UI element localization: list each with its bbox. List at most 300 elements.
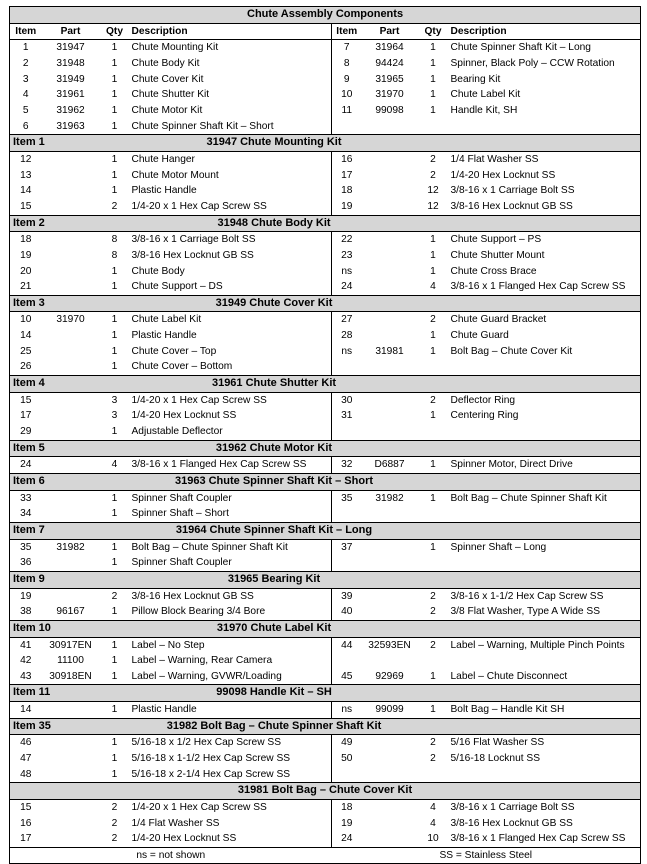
item-number-left: 47: [20, 752, 32, 764]
part-number-right: [362, 328, 418, 344]
part-number-right: [362, 506, 418, 522]
description-right: Chute Guard Bracket: [450, 314, 547, 326]
description-right: Bolt Bag – Handle Kit SH: [450, 703, 565, 715]
item-number-left: 15: [20, 200, 32, 212]
item-number-right: [332, 506, 362, 522]
part-number-right: [362, 588, 418, 604]
part-number-left: [42, 199, 100, 215]
section-header-row: [10, 620, 641, 637]
description-left: Chute Cover – Bottom: [130, 359, 332, 375]
quantity-left: 2: [111, 590, 118, 602]
quantity-left: 1: [111, 120, 118, 132]
description-right: 1/4 Flat Washer SS: [450, 153, 539, 165]
part-number-right: [362, 408, 418, 424]
section-item-label: Item 5: [10, 440, 100, 457]
section-title: 99098 Handle Kit – SH: [100, 685, 449, 702]
quantity-right: 4: [430, 801, 436, 813]
part-number-right: [362, 264, 418, 280]
part-number-left: [42, 248, 100, 264]
section-title: 31949 Chute Cover Kit: [100, 295, 449, 312]
item-number-right: 24: [341, 281, 353, 293]
quantity-right: 1: [430, 459, 436, 471]
section-header-row: [10, 718, 641, 735]
description-left: Chute Shutter Kit: [130, 87, 332, 103]
quantity-left: 3: [111, 410, 118, 422]
part-number-left: [42, 555, 100, 571]
quantity-left: 1: [111, 670, 118, 682]
item-number-right: 18: [341, 185, 353, 197]
part-number-left: [42, 588, 100, 604]
item-number-right: [332, 359, 362, 375]
quantity-right: [418, 424, 449, 440]
description-right: Bolt Bag – Chute Spinner Shaft Kit: [450, 492, 607, 504]
section-item-label: Item 11: [10, 685, 100, 702]
quantity-left: 2: [111, 817, 118, 829]
table-row: [10, 40, 641, 56]
description-left: Spinner Shaft Coupler: [130, 555, 332, 571]
section-header-row: [10, 135, 641, 152]
part-number-left: [42, 751, 100, 767]
part-number-right: [362, 232, 418, 248]
section-header-row: [10, 571, 641, 588]
part-number-right: 94424: [375, 57, 404, 69]
part-number-right: [362, 816, 418, 832]
description-left: 1/4-20 x 1 Hex Cap Screw SS: [130, 799, 332, 815]
part-number-right: 31970: [375, 89, 404, 101]
part-number-right: [362, 735, 418, 751]
table-row: [10, 199, 641, 215]
section-item-label: Item 10: [10, 620, 100, 637]
section-header-row: [10, 376, 641, 393]
item-number-left: 14: [20, 703, 32, 715]
part-number-left: [42, 490, 100, 506]
section-header-spacer: [449, 685, 641, 702]
part-number-left: [42, 799, 100, 815]
description-right: 3/8-16 x 1 Carriage Bolt SS: [450, 185, 575, 197]
quantity-left: 1: [111, 265, 118, 277]
part-number-left: [42, 816, 100, 832]
section-item-label: Item 35: [10, 718, 100, 735]
description-left: Spinner Shaft – Short: [130, 506, 332, 522]
table-row: [10, 103, 641, 119]
item-number-right: 28: [341, 330, 353, 342]
legend-not-shown: ns = not shown: [10, 847, 332, 864]
description-right: Deflector Ring: [450, 394, 516, 406]
description-left: Plastic Handle: [130, 328, 332, 344]
item-number-right: 27: [341, 314, 353, 326]
section-title: 31981 Bolt Bag – Chute Cover Kit: [10, 783, 641, 800]
description-left: 5/16-18 x 1-1/2 Hex Cap Screw SS: [130, 751, 332, 767]
quantity-left: 1: [111, 361, 118, 373]
description-right: 3/8-16 x 1 Flanged Hex Cap Screw SS: [450, 833, 626, 845]
quantity-right: 2: [430, 169, 436, 181]
part-number-right: [362, 359, 418, 375]
quantity-right: [418, 555, 449, 571]
item-number-right: 37: [341, 541, 353, 553]
part-number-left: 31963: [56, 120, 85, 132]
quantity-left: 1: [111, 153, 118, 165]
part-number-left: 96167: [56, 606, 85, 618]
part-number-right: 99098: [375, 104, 404, 116]
part-number-left: [42, 424, 100, 440]
table-row: [10, 232, 641, 248]
item-number-right: 39: [341, 590, 353, 602]
part-number-right: 31964: [375, 42, 404, 54]
description-left: Chute Body Kit: [130, 56, 332, 72]
quantity-left: 1: [111, 89, 118, 101]
quantity-left: [100, 637, 130, 669]
part-number-left: 30918EN: [49, 670, 92, 682]
item-number-right: 22: [341, 234, 353, 246]
item-number-left: 1: [22, 42, 29, 54]
table-row: [10, 72, 641, 88]
quantity-left: 1: [111, 345, 118, 357]
table-row: [10, 751, 641, 767]
description-left: Label – No Step: [131, 639, 205, 651]
description-right: Handle Kit, SH: [450, 104, 518, 116]
item-number-left: 10: [20, 314, 32, 326]
quantity-right: 1: [430, 249, 436, 261]
description-left: 3/8-16 Hex Locknut GB SS: [130, 248, 332, 264]
item-number-left: 5: [22, 104, 29, 116]
item-number-right: 18: [341, 801, 353, 813]
section-item-label: Item 3: [10, 295, 100, 312]
quantity-left: 1: [111, 606, 118, 618]
description-right: Chute Support – PS: [450, 234, 542, 246]
description-left: Plastic Handle: [130, 701, 332, 718]
item-number-right: 50: [341, 752, 353, 764]
table-row: [10, 490, 641, 506]
item-number-left: 41: [20, 639, 32, 651]
header-item-left: Item: [10, 23, 42, 40]
description-left: 3/8-16 x 1 Carriage Bolt SS: [130, 232, 332, 248]
item-number-left: 35: [20, 541, 32, 553]
item-number-left: 15: [20, 394, 32, 406]
description-right: 3/8-16 x 1-1/2 Hex Cap Screw SS: [450, 590, 604, 602]
item-number-left: 12: [20, 153, 32, 165]
quantity-right: 2: [430, 737, 436, 749]
table-row: [10, 359, 641, 375]
item-number-right: 45: [341, 670, 353, 682]
section-title: 31948 Chute Body Kit: [100, 215, 449, 232]
item-number-right: 24: [341, 833, 353, 845]
table-row: [10, 701, 641, 718]
part-number-right: 92969: [375, 670, 404, 682]
part-number-right: [362, 248, 418, 264]
item-number-right: [332, 767, 362, 783]
item-number-left: 20: [20, 265, 32, 277]
part-number-left: 30917EN: [49, 639, 92, 651]
part-number-right: [362, 168, 418, 184]
quantity-right: 12: [427, 185, 439, 197]
table-row: [10, 506, 641, 522]
quantity-right: 2: [430, 394, 436, 406]
legend-stainless-steel: SS = Stainless Steel: [332, 847, 641, 864]
section-item-label: Item 6: [10, 474, 100, 491]
part-number-right: [362, 767, 418, 783]
quantity-right: 1: [430, 410, 436, 422]
description-right: [449, 119, 641, 135]
description-right: 3/8-16 x 1 Flanged Hex Cap Screw SS: [450, 281, 626, 293]
item-number-left: 38: [20, 606, 32, 618]
quantity-left: 1: [111, 737, 118, 749]
description-right: 3/8-16 Hex Locknut GB SS: [450, 200, 573, 212]
description-left: Chute Motor Mount: [130, 168, 332, 184]
quantity-right: [418, 119, 449, 135]
description-right: Label – Warning, Multiple Pinch Points: [450, 639, 625, 651]
section-header-spacer: [449, 440, 641, 457]
part-number-left: [42, 831, 100, 847]
table-row: [10, 344, 641, 360]
item-number-left: 29: [20, 426, 32, 438]
item-number-left: 17: [20, 833, 32, 845]
item-number-right: ns: [341, 265, 353, 277]
item-number-left: 19: [20, 249, 32, 261]
part-number-right: 31981: [375, 345, 404, 357]
item-number-right: 31: [341, 410, 353, 422]
part-number-right: [362, 604, 418, 620]
quantity-right: 2: [430, 639, 436, 651]
description-left: 5/16-18 x 1/2 Hex Cap Screw SS: [130, 735, 332, 751]
quantity-left: 4: [111, 459, 118, 471]
quantity-right: 12: [427, 200, 439, 212]
description-left: Chute Mounting Kit: [130, 40, 332, 56]
item-number-right: 40: [341, 606, 353, 618]
item-number-left: 15: [20, 801, 32, 813]
part-number-right: 32593EN: [368, 639, 411, 651]
quantity-right: 1: [430, 104, 436, 116]
section-title: 31964 Chute Spinner Shaft Kit – Long: [100, 523, 449, 540]
part-number-left: [42, 264, 100, 280]
quantity-left: 1: [111, 281, 118, 293]
item-number-left: 33: [20, 492, 32, 504]
description-right: 3/8-16 x 1 Carriage Bolt SS: [450, 801, 575, 813]
description-right: 3/8 Flat Washer, Type A Wide SS: [450, 606, 600, 618]
item-number-left: 4: [22, 89, 29, 101]
section-item-label: Item 1: [10, 135, 100, 152]
section-header-spacer: [449, 620, 641, 637]
section-title: 31947 Chute Mounting Kit: [100, 135, 449, 152]
table-row: [10, 312, 641, 328]
description-right: Label – Chute Disconnect: [450, 670, 568, 682]
part-number-left: 31970: [56, 314, 85, 326]
quantity-right: 1: [430, 330, 436, 342]
description-right: Chute Guard: [450, 330, 509, 342]
section-header-row: [10, 474, 641, 491]
header-item-right: Item: [332, 23, 362, 40]
quantity-right: 2: [430, 752, 436, 764]
part-number-right: [362, 151, 418, 167]
section-title: 31963 Chute Spinner Shaft Kit – Short: [100, 474, 449, 491]
item-number-left: 24: [20, 459, 32, 471]
description-left: 3/8-16 x 1 Flanged Hex Cap Screw SS: [130, 457, 332, 474]
section-title: 31962 Chute Motor Kit: [100, 440, 449, 457]
item-number-right: 9: [343, 73, 350, 85]
item-number-right: 10: [341, 89, 353, 101]
description-right: Chute Cross Brace: [450, 265, 537, 277]
part-number-left: 31982: [56, 541, 85, 553]
description-left: 1/4-20 Hex Locknut SS: [130, 831, 332, 847]
part-number-right: [362, 424, 418, 440]
quantity-left: 2: [111, 200, 118, 212]
description-left: Chute Label Kit: [130, 312, 332, 328]
item-number-left: 36: [20, 557, 32, 569]
section-header-spacer: [449, 295, 641, 312]
part-number-left-continued: 11100: [57, 655, 84, 667]
item-number-right: 32: [341, 459, 353, 471]
quantity-right: 1: [430, 703, 436, 715]
description-right: Spinner Shaft – Long: [450, 541, 547, 553]
item-number-left: 21: [20, 281, 32, 293]
table-title: Chute Assembly Components: [10, 7, 641, 24]
part-number-left: [42, 408, 100, 424]
table-title-row: [10, 7, 641, 24]
item-number-right: 49: [341, 737, 353, 749]
quantity-left: 1: [111, 185, 118, 197]
section-header-row: [10, 783, 641, 800]
quantity-right: [418, 506, 449, 522]
item-number-left: 34: [20, 508, 32, 520]
quantity-left: 1: [111, 703, 118, 715]
quantity-left: 1: [111, 314, 118, 326]
quantity-right: 1: [430, 492, 436, 504]
table-row: [10, 457, 641, 474]
part-number-left: [42, 168, 100, 184]
description-left: 1/4-20 x 1 Hex Cap Screw SS: [130, 199, 332, 215]
item-number-right: 17: [341, 169, 353, 181]
item-number-left: 25: [20, 345, 32, 357]
part-number-right: [362, 539, 418, 555]
description-right: [449, 424, 641, 440]
item-number-left: 17: [20, 410, 32, 422]
quantity-left: 1: [111, 57, 118, 69]
item-number-left: 46: [20, 737, 32, 749]
parts-table-body: [10, 7, 641, 864]
description-left: Chute Spinner Shaft Kit – Short: [130, 119, 332, 135]
item-number-right: 23: [341, 249, 353, 261]
section-item-label: Item 7: [10, 523, 100, 540]
description-right: Chute Spinner Shaft Kit – Long: [450, 42, 591, 54]
quantity-left: 1: [111, 42, 118, 54]
part-number-left: [42, 767, 100, 783]
section-item-label: Item 4: [10, 376, 100, 393]
description-right: 3/8-16 Hex Locknut GB SS: [450, 817, 573, 829]
item-number-left: 48: [20, 768, 32, 780]
section-header-spacer: [449, 215, 641, 232]
description-left: Chute Cover – Top: [130, 344, 332, 360]
item-number-right: 44: [341, 639, 353, 651]
quantity-left: 1: [111, 73, 118, 85]
description-left: Bolt Bag – Chute Spinner Shaft Kit: [130, 539, 332, 555]
quantity-right: 2: [430, 153, 436, 165]
section-title: 31970 Chute Label Kit: [100, 620, 449, 637]
table-row: [10, 669, 641, 685]
table-row: [10, 328, 641, 344]
part-number-left: [42, 151, 100, 167]
section-title: 31965 Bearing Kit: [100, 571, 449, 588]
quantity-left: 1: [111, 752, 118, 764]
part-number-left: [42, 279, 100, 295]
quantity-right: 1: [430, 541, 436, 553]
part-number-left: [42, 457, 100, 474]
quantity-left: 3: [111, 394, 118, 406]
quantity-right: 1: [430, 265, 436, 277]
chute-assembly-parts-sheet: [9, 6, 640, 864]
table-row: [10, 87, 641, 103]
description-right: 5/16 Flat Washer SS: [450, 737, 545, 749]
item-number-left: 3: [22, 73, 29, 85]
table-row: [10, 767, 641, 783]
quantity-right: 2: [430, 314, 436, 326]
quantity-left: 8: [111, 249, 118, 261]
quantity-left: 1: [111, 104, 118, 116]
item-number-right: [332, 424, 362, 440]
section-header-row: [10, 440, 641, 457]
description-left: Chute Motor Kit: [130, 103, 332, 119]
quantity-right: 1: [430, 234, 436, 246]
item-number-right: ns: [341, 345, 353, 357]
item-number-right: [332, 555, 362, 571]
item-number-left: 19: [20, 590, 32, 602]
quantity-right: 2: [430, 590, 436, 602]
part-number-left: [42, 344, 100, 360]
part-number-right: [362, 312, 418, 328]
header-description-left: Description: [130, 23, 332, 40]
section-title: 31982 Bolt Bag – Chute Spinner Shaft Kit: [100, 718, 449, 735]
description-left: 5/16-18 x 2-1/4 Hex Cap Screw SS: [130, 767, 332, 783]
description-left: Adjustable Deflector: [130, 424, 332, 440]
table-row: [10, 392, 641, 408]
description-right: Chute Label Kit: [450, 89, 521, 101]
table-row: [10, 151, 641, 167]
part-number-right: [362, 751, 418, 767]
part-number-left: [42, 183, 100, 199]
description-left: Pillow Block Bearing 3/4 Bore: [130, 604, 332, 620]
part-number-right: [362, 831, 418, 847]
table-row: [10, 56, 641, 72]
quantity-right: 1: [430, 89, 436, 101]
header-part-left: Part: [42, 23, 100, 40]
item-number-right: [332, 119, 362, 135]
description-right: Centering Ring: [450, 410, 519, 422]
quantity-right: 4: [430, 281, 436, 293]
section-header-spacer: [449, 135, 641, 152]
part-number-left: [42, 359, 100, 375]
quantity-left: 8: [111, 234, 118, 246]
section-title: 31961 Chute Shutter Kit: [100, 376, 449, 393]
item-number-right: 30: [341, 394, 353, 406]
description-left: Chute Hanger: [130, 151, 332, 167]
header-part-right: Part: [362, 23, 418, 40]
legend-row: [10, 847, 641, 864]
section-header-spacer: [449, 523, 641, 540]
item-number-left: 16: [20, 817, 32, 829]
quantity-left: 1: [111, 508, 118, 520]
item-number-left: 13: [20, 169, 32, 181]
header-qty-left: Qty: [100, 23, 130, 40]
quantity-left: 1: [111, 169, 118, 181]
description-right: [449, 506, 641, 522]
description-left: Label – Warning, GVWR/Loading: [130, 669, 332, 685]
table-row: [10, 604, 641, 620]
part-number-left: [42, 506, 100, 522]
section-item-label: Item 9: [10, 571, 100, 588]
description-left: 1/4 Flat Washer SS: [130, 816, 332, 832]
header-qty-right: Qty: [418, 23, 449, 40]
section-header-row: [10, 523, 641, 540]
quantity-left: 1: [111, 426, 118, 438]
description-right: [449, 767, 641, 783]
